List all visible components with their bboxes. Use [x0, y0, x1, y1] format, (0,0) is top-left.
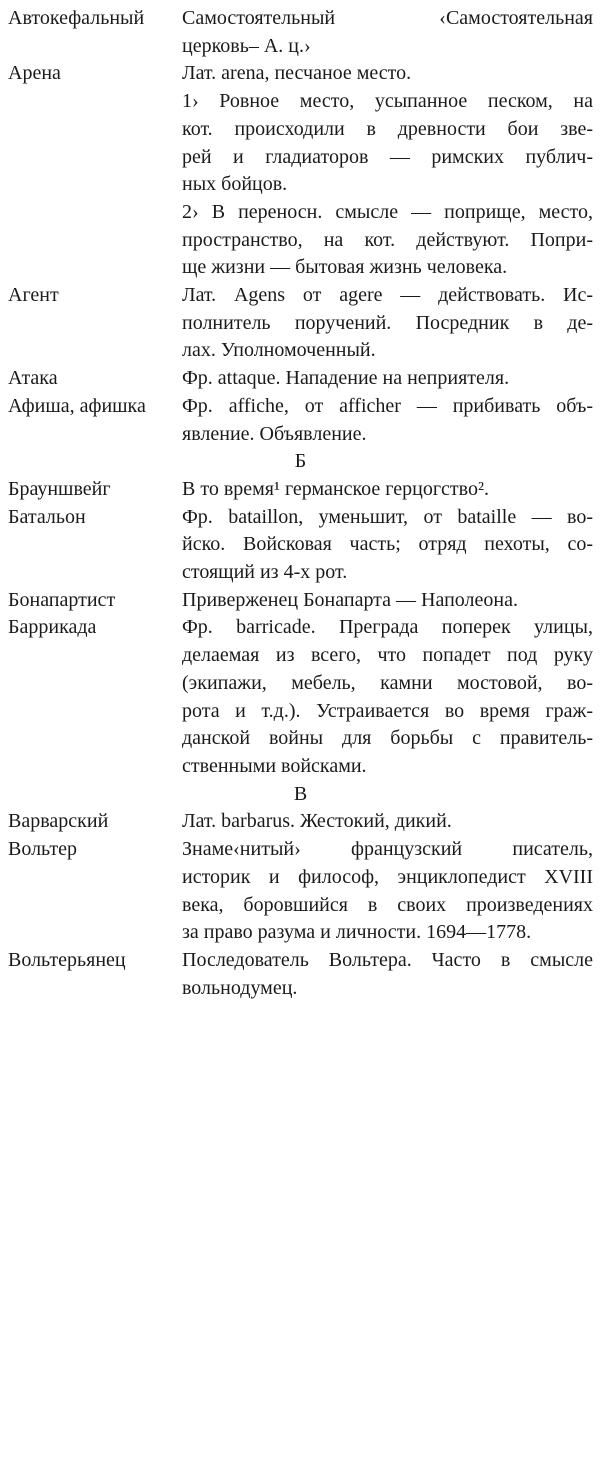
- definition-line: кот. происходили в древности бои зве-: [182, 117, 593, 140]
- entry-term: Вольтер: [8, 838, 78, 861]
- dictionary-entry: [8, 947, 593, 1002]
- entry-term: Брауншвейг: [8, 477, 111, 500]
- entry-definition: [182, 836, 593, 947]
- section-letter: В: [293, 782, 308, 805]
- definition-line: явление. Объявление.: [182, 422, 367, 445]
- definition-line: йско. Войсковая часть; отряд пехоты, со-: [182, 533, 593, 556]
- entry-term: Агент: [8, 284, 59, 307]
- entry-term: Варварский: [8, 810, 109, 833]
- entry-term: Атака: [8, 367, 58, 390]
- definition-line: Знаме‹нитый› французский писатель,: [182, 838, 593, 861]
- dictionary-entry: [8, 60, 593, 282]
- definition-line: лах. Уполномоченный.: [182, 339, 376, 362]
- definition-line: В то время¹ германское герцогство².: [182, 477, 489, 500]
- entry-term: Баррикада: [8, 616, 97, 639]
- entry-term: Афиша, афишка: [8, 394, 146, 417]
- entry-definition: [182, 393, 593, 448]
- definition-line: Фр. affiche, от afficher — прибивать объ-: [182, 394, 593, 417]
- definition-line: церковь– А. ц.›: [182, 34, 311, 57]
- definition-line: Последователь Вольтера. Часто в смысле: [182, 948, 593, 971]
- entry-definition: [182, 808, 593, 836]
- dictionary-entry: [8, 282, 593, 365]
- definition-line: Фр. bataillon, уменьшит, от bataille — во-: [182, 505, 593, 528]
- definition-line: (экипажи, мебель, камни мостовой, во-: [182, 671, 593, 694]
- definition-line: Лат. barbarus. Жестокий, дикий.: [182, 810, 452, 833]
- dictionary-entry: [8, 808, 593, 836]
- entry-term: Бонапартист: [8, 588, 116, 611]
- definition-line: рей и гладиаторов — римских публич-: [182, 145, 593, 168]
- definition-line: Фр. attaque. Нападение на неприятеля.: [182, 367, 510, 390]
- definition-line: вольнодумец.: [182, 976, 298, 999]
- entry-definition: [182, 5, 593, 60]
- definition-line: 2› В переносн. смысле — поприще, место,: [182, 200, 593, 223]
- definition-line: века, боровшийся в своих произведениях: [182, 893, 593, 916]
- entry-term: Арена: [8, 62, 61, 85]
- dictionary-entry: [8, 504, 593, 587]
- dictionary-entry: [8, 5, 593, 60]
- definition-line: рота и т.д.). Устраивается во время граж-: [182, 699, 593, 722]
- definition-line: полнитель поручений. Посредник в де-: [182, 311, 593, 334]
- entry-definition: [182, 504, 593, 587]
- entry-definition: [182, 476, 593, 504]
- entry-definition: [182, 365, 593, 393]
- dictionary-entry: [8, 614, 593, 780]
- definition-line: Лат. arena, песчаное место.: [182, 62, 412, 85]
- definition-line: стоящий из 4-х рот.: [182, 561, 348, 584]
- definition-line: историк и философ, энциклопедист XVIII: [182, 865, 593, 888]
- dictionary-entry: [8, 365, 593, 393]
- entry-definition: [182, 282, 593, 365]
- definition-line: ных бойцов.: [182, 173, 288, 196]
- dictionary-entry: [8, 476, 593, 504]
- entry-definition: [182, 60, 593, 282]
- definition-line: данской войны для борьбы с правитель-: [182, 727, 593, 750]
- definition-line: за право разума и личности. 1694—1778.: [182, 921, 532, 944]
- dictionary-entry: [8, 587, 593, 615]
- entry-definition: [182, 614, 593, 780]
- dictionary-entry: [8, 393, 593, 448]
- definition-line: пространство, на кот. действуют. Попри-: [182, 228, 593, 251]
- entry-term: Батальон: [8, 505, 86, 528]
- entry-definition: [182, 587, 593, 615]
- definition-line: Приверженец Бонапарта — Наполеона.: [182, 588, 518, 611]
- definition-line: 1› Ровное место, усыпанное песком, на: [182, 90, 593, 113]
- definition-line: Самостоятельный ‹Самостоятельная: [182, 7, 593, 29]
- definition-line: делаемая из всего, что попадет под руку: [182, 644, 593, 667]
- entry-term: Вольтерьянец: [8, 948, 126, 971]
- section-letter: Б: [294, 450, 307, 473]
- entry-term: Автокефальный: [8, 7, 145, 29]
- entry-definition: [182, 947, 593, 1002]
- definition-line: ственными войсками.: [182, 754, 367, 777]
- dictionary-entry: [8, 836, 593, 947]
- definition-line: Фр. barricade. Преграда поперек улицы,: [182, 616, 593, 639]
- definition-line: ще жизни — бытовая жизнь человека.: [182, 256, 508, 279]
- definition-line: Лат. Agens от agere — действовать. Ис-: [182, 284, 593, 307]
